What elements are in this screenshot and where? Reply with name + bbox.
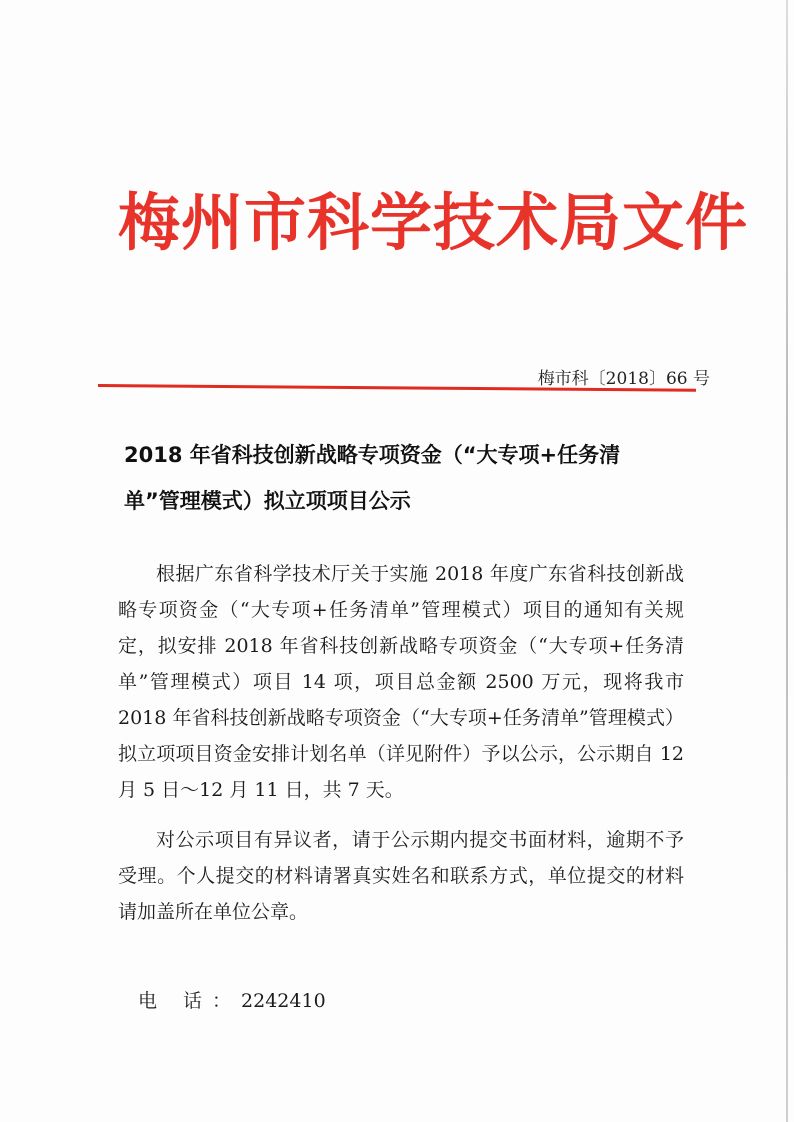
phone-number: 2242410 [241,990,326,1012]
notice-title [124,432,684,524]
contact-phone [138,986,326,1013]
scan-edge-shadow [786,0,788,1122]
notice-body [118,556,684,944]
notice-title-line-2: 单”管理模式）拟立项项目公示 [124,489,411,513]
org-header-title: 梅州市科学技术局文件 [118,186,749,259]
notice-title-line-1: 2018 年省科技创新战略专项资金（“大专项+任务清 [124,443,621,467]
phone-label: 电 话： [138,990,242,1012]
body-paragraph-1: 根据广东省科学技术厅关于实施 2018 年度广东省科技创新战略专项资金（“大专项+任务清单”管理模式）项目的通知有关规定，拟安排 2018 年省科技创新战略专项资金（“大专项+任务清单”管理模式）项目 14 项，项目总金额 2500 万元，现将我市 2018 年省科技创新战略专项资金（“大专项+任务清单”管理模式）拟立项项目资金安排计划名单（详见附件）予以公示，公示期自 12 月 5 日～12 月 11 日，共 7 天。 [118,563,684,801]
document-number: 梅市科〔2018〕66 号 [537,369,710,389]
body-paragraph-2: 对公示项目有异议者，请于公示期内提交书面材料，逾期不予受理。个人提交的材料请署真实姓名和联系方式，单位提交的材料请加盖所在单位公章。 [118,829,684,923]
